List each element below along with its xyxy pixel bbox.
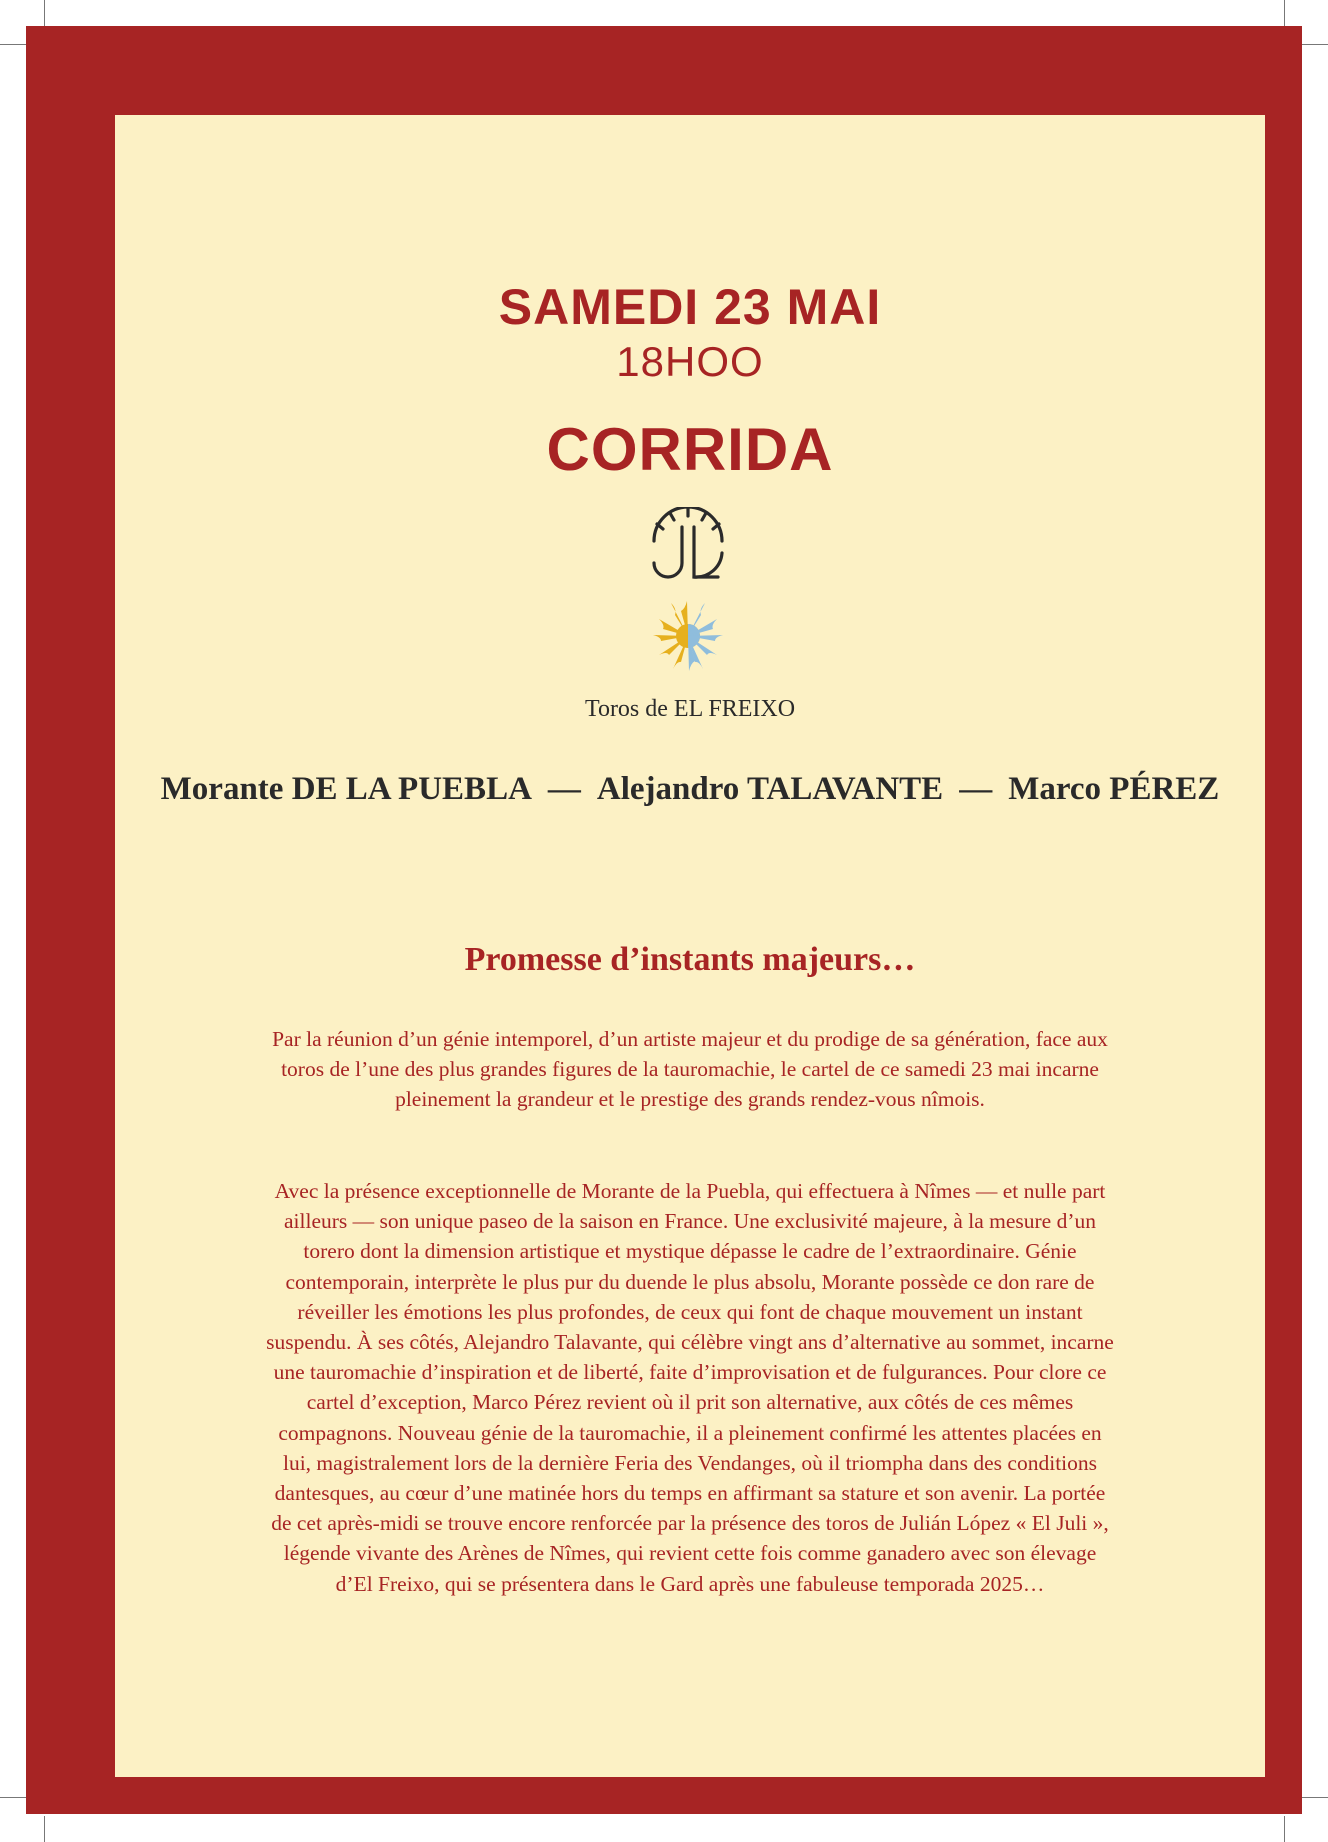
torero-3: Marco PÉREZ: [1008, 771, 1220, 807]
ganaderia-label: Toros de EL FREIXO: [584, 696, 796, 722]
poster-panel: [115, 115, 1265, 1777]
crop-mark-bottom-right-h: [1302, 1797, 1328, 1798]
crop-mark-bottom-left-h: [0, 1797, 26, 1798]
torero-1: Morante DE LA PUEBLA: [160, 771, 532, 807]
article-paragraph-1: Par la réunion d’un génie intemporel, d’un artiste majeur et du prodige de sa génération, face aux toros de l’une des plus grandes figures de la tauromachie, le cartel de ce samedi 23 mai incarne pleinement la grandeur et le prestige des grands rendez-vous nîmois.: [272, 1027, 1108, 1112]
torero-separator: —: [959, 771, 993, 807]
torero-2: Alejandro TALAVANTE: [596, 771, 944, 807]
crop-mark-bottom-right-v: [1284, 1816, 1285, 1842]
crop-mark-top-right-v: [1284, 0, 1285, 26]
poster-border: [26, 26, 1302, 1814]
event-date: SAMEDI 23 MAI: [498, 279, 882, 335]
article-title: Promesse d’instants majeurs…: [464, 941, 916, 978]
crop-mark-bottom-left-v: [44, 1816, 45, 1842]
event-title: CORRIDA: [546, 416, 834, 483]
jl-monogram-icon: [646, 507, 730, 591]
toreros-line: [115, 771, 1265, 808]
crop-mark-top-right-h: [1302, 44, 1328, 45]
event-time: 18HOO: [616, 338, 764, 385]
article-paragraph-2: Avec la présence exceptionnelle de Morante de la Puebla, qui effectuera à Nîmes — et nulle part ailleurs — son unique paseo de la saison en France. Une exclusivité majeure, à la mesure d’un torero dont la dimension artistique et mystique dépasse le cadre de l’extraordinaire. Génie contemporain, interprète le plus pur du duende le plus absolu, Morante possède ce don rare de réveiller les émotions les plus profondes, de ceux qui font de chaque mouvement un instant suspendu. À ses côtés, Alejandro Talavante, qui célèbre vingt ans d’alternative au sommet, incarne une tauromachie d’inspiration et de liberté, faite d’improvisation et de fulgurances. Pour clore ce cartel d’exception, Marco Pérez revient où il prit son alternative, aux côtés de ces mêmes compagnons. Nouveau génie de la tauromachie, il a pleinement confirmé les attentes placées en lui, magistralement lors de la dernière Feria des Vendanges, où il triompha dans des conditions dantesques, au cœur d’une matinée hors du temps en affirmant sa stature et son avenir. La portée de cet après-midi se trouve encore renforcée par la présence des toros de Julián López « El Juli », légende vivante des Arènes de Nîmes, qui revient cette fois comme ganadero avec son élevage d’El Freixo, qui se présentera dans le Gard après une fabuleuse temporada 2025…: [266, 1179, 1114, 1596]
sun-icon: [651, 599, 725, 673]
torero-separator: —: [547, 771, 581, 807]
crop-mark-top-left-h: [0, 44, 26, 45]
crop-mark-top-left-v: [44, 0, 45, 26]
